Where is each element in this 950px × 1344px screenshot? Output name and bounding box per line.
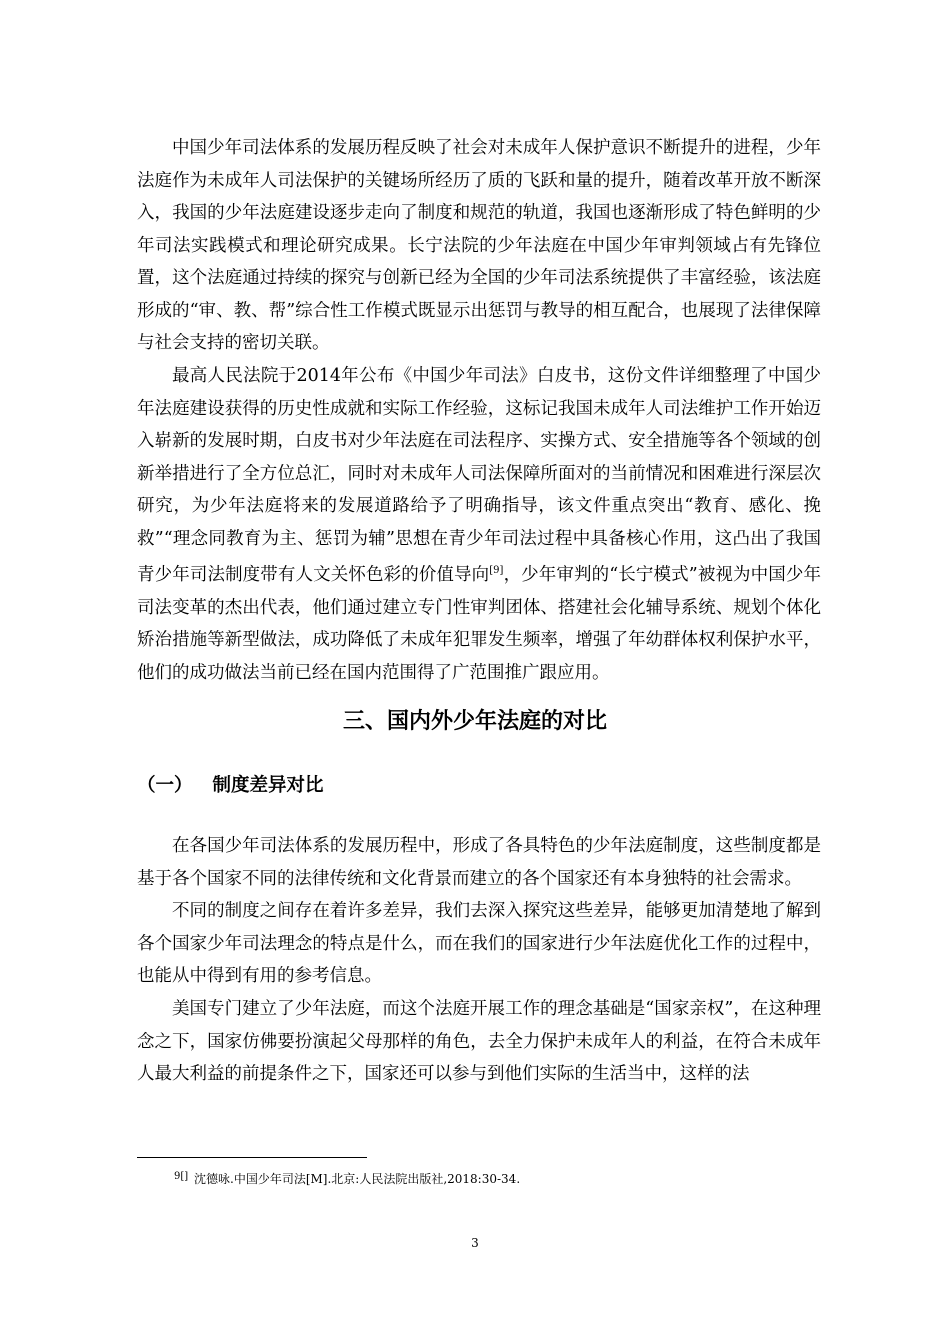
paragraph-3: 在各国少年司法体系的发展历程中，形成了各具特色的少年法庭制度，这些制度都是基于各个国家不同的法律传统和文化背景而建立的各个国家还有本身独特的社会需求。 xyxy=(137,836,821,889)
footnote-text: 沈德咏.中国少年司法[M].北京:人民法院出版社,2018:30-34. xyxy=(194,1172,521,1186)
paragraph-2-text-b: ，少年审判的“长宁模式”被视为中国少年司法变革的杰出代表，他们通过建立专门性审判团体、搭建社会化辅导系统、规划个体化矫治措施等新型做法，成功降低了未成年犯罪发生频率，增强了年幼群体权利保护水平，他们的成功做法当前已经在国内范围得了广范围推广跟应用。 xyxy=(137,565,821,683)
paragraph-2-text-a: 最高人民法院于2014年公布《中国少年司法》白皮书，这份文件详细整理了中国少年法庭建设获得的历史性成就和实际工作经验，这标记我国未成年人司法维护工作开始迈入崭新的发展时期，白皮书对少年法庭在司法程序、实操方式、安全措施等各个领域的创新举措进行了全方位总汇，同时对未成年人司法保障所面对的当前情况和困难进行深层次研究，为少年法庭将来的发展道路给予了明确指导，该文件重点突出“教育、感化、挽救”“理念同教育为主、惩罚为辅”思想在青少年司法过程中具备核心作用，这凸出了我国青少年司法制度带有人文关怀色彩的价值导向 xyxy=(137,366,821,585)
paragraph-1: 中国少年司法体系的发展历程反映了社会对未成年人保护意识不断提升的进程，少年法庭作为未成年人司法保护的关键场所经历了质的飞跃和量的提升，随着改革开放不断深入，我国的少年法庭建设逐步走向了制度和规范的轨道，我国也逐渐形成了特色鲜明的少年司法实践模式和理论研究成果。长宁法院的少年法庭在中国少年审判领域占有先锋位置，这个法庭通过持续的探究与创新已经为全国的少年司法系统提供了丰富经验，该法庭形成的“审、教、帮”综合性工作模式既显示出惩罚与教导的相互配合，也展现了法律保障与社会支持的密切关联。 xyxy=(137,138,821,353)
footnote-mark: 9[] xyxy=(174,1171,189,1182)
footnote-divider xyxy=(137,1157,367,1158)
section-heading: 三、国内外少年法庭的对比 xyxy=(342,709,607,734)
subsection-heading xyxy=(137,770,324,802)
footnote xyxy=(174,1168,520,1188)
citation-ref-9: [9] xyxy=(489,565,504,576)
paragraph-5: 美国专门建立了少年法庭，而这个法庭开展工作的理念基础是“国家亲权”，在这种理念之下，国家仿佛要扮演起父母那样的角色，去全力保护未成年人的利益，在符合未成年人最大利益的前提条件之下，国家还可以参与到他们实际的生活当中，这样的法 xyxy=(137,999,821,1084)
subsection-title: 制度差异对比 xyxy=(212,775,324,796)
subsection-number: （一） xyxy=(137,775,193,796)
paragraph-2 xyxy=(137,360,821,689)
page-number: 3 xyxy=(471,1236,479,1250)
paragraph-4: 不同的制度之间存在着许多差异，我们去深入探究这些差异，能够更加清楚地了解到各个国家少年司法理念的特点是什么，而在我们的国家进行少年法庭优化工作的过程中，也能从中得到有用的参考信息。 xyxy=(137,901,821,986)
